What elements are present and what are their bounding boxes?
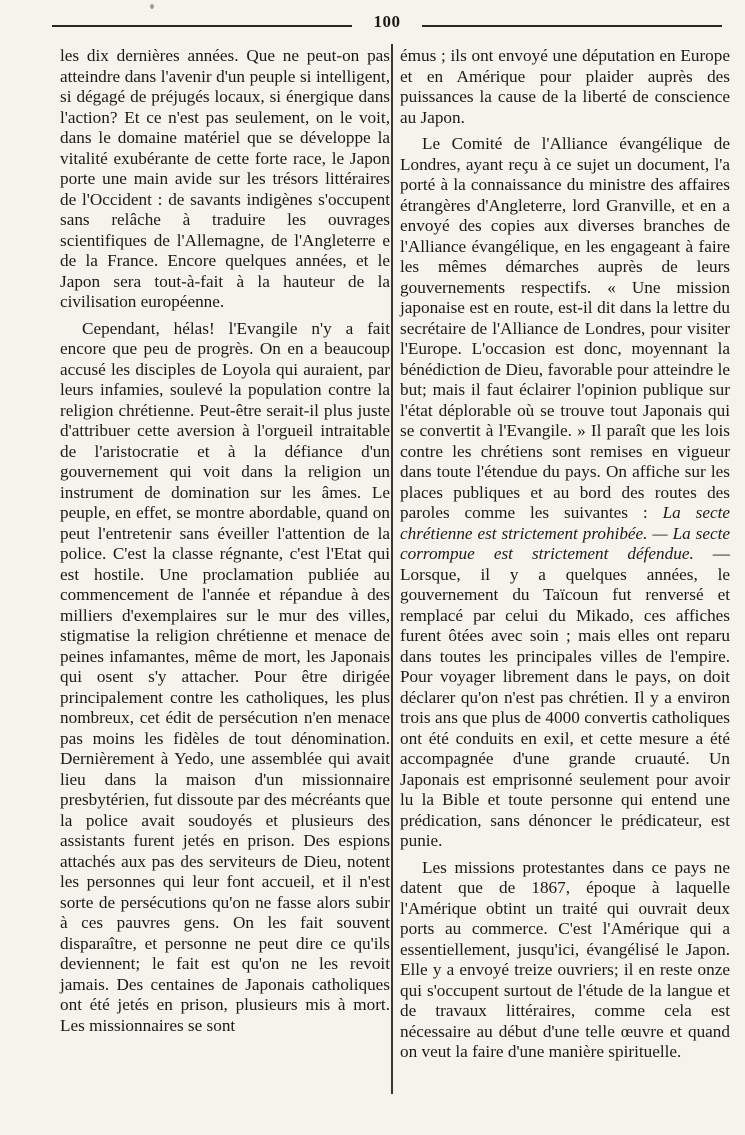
page-number: 100 (373, 12, 401, 31)
right-paragraph-2-text-b: — Lorsque, il y a quelques années, le gouvernement du Taïcoun fut renversé et remplacé par celui du Mikado, ces affiches furent ôtées avec soin ; mais elles ont reparu dans toutes les principales villes de l'empire. Pour voyager librement dans le pays, on doit déclarer qu'on n'est pas chrétien. Il y a environ trois ans que plus de 4000 convertis catholiques ont été conduits en exil, et cette mesure a été accompagnée d'une grande cruauté. Un Japonais est emprisonné seulement pour avoir lu la Bible et toute personne qui entend une prédication, sans dénoncer le prédicateur, est punie. (400, 544, 730, 850)
paper-speck (150, 4, 154, 9)
prohibition-quote: La secte chrétienne est strictement prohibée. — La secte corrompue est strictement défendue. (400, 503, 730, 563)
right-paragraph-3: Les missions protestantes dans ce pays ne datent que de 1867, époque à laquelle l'Amérique obtint un traité qui ouvrait deux ports au commerce. C'est l'Amérique qui a essentiellement, jusqu'ici, évangélisé le Japon. Elle y a envoyé treize ouvriers; il en reste onze qui s'occupent surtout de l'étude de la langue et de travaux littéraires, comme cela est nécessaire au début d'une telle œuvre et quand on veut la faire d'une manière spirituelle. (400, 857, 730, 1061)
header-rule-left (52, 25, 352, 27)
page-header (52, 12, 722, 34)
left-column (60, 46, 390, 1042)
column-divider (391, 44, 393, 1094)
right-column (400, 46, 730, 1069)
header-rule-right (422, 25, 722, 27)
right-paragraph-2 (400, 134, 730, 852)
right-paragraph-1: émus ; ils ont envoyé une députation en Europe et en Amérique pour plaider auprès des puissances la cause de la liberté de conscience au Japon. (400, 46, 730, 127)
left-paragraph-1: les dix dernières années. Que ne peut-on pas atteindre dans l'avenir d'un peuple si intelligent, si dégagé de préjugés locaux, si énergique dans l'action? Et ce n'est pas seulement, on le voit, dans le domaine matériel que se développe la vitalité exubérante de cette forte race, le Japon porte une main avide sur les trésors littéraires de l'Occident : de savants indigènes s'occupent sans relâche à traduire les ouvrages scientifiques de l'Allemagne, de l'Angleterre e de la France. Encore quelques années, et le Japon sera tout-à-fait à la hauteur de la civilisation européenne. (60, 46, 390, 311)
left-paragraph-2: Cependant, hélas! l'Evangile n'y a fait encore que peu de progrès. On en a beaucoup accusé les disciples de Loyola qui auraient, par leurs infamies, soulevé la population contre la religion chrétienne. Peut-être serait-il plus juste d'attribuer cette aversion à l'orgueil intraitable de l'aristocratie et à la défiance d'un gouvernement qui voit dans la religion un instrument de domination sur les âmes. Le peuple, en effet, se montre abordable, quand on peut l'entretenir sans éveiller l'attention de la police. C'est la classe régnante, c'est l'Etat qui est hostile. Une proclamation publiée au commencement de l'année et répandue à des milliers d'exemplaires sur le mur des villes, stigmatise la religion chrétienne et menace de peines infamantes, même de mort, les Japonais qui osent s'y attacher. Pour être dirigée principalement contre les catholiques, les plus nombreux, cet édit de persécution n'en menace pas moins les fidèles de tout dénomination. Dernièrement à Yedo, une assemblée qui avait lieu dans la maison d'un missionnaire presbytérien, fut dissoute par des mécréants que la police avait soudoyés et plusieurs des assistants furent jetés en prison. Des espions attachés aux pas des serviteurs de Dieu, notent les personnes qui leur font accueil, et il n'est sorte de persécutions qu'on ne fasse alors subir à ces pauvres gens. On les fait souvent disparaître, et personne ne peut dire ce qu'ils deviennent; le fait est qu'on ne les revoit jamais. Des centaines de Japonais catholiques ont été jetés en prison, plusieurs mis à mort. Les missionnaires se sont (60, 318, 390, 1035)
right-paragraph-2-text-a: Le Comité de l'Alliance évangélique de Londres, ayant reçu à ce sujet un document, l'a porté à la connaissance du ministre des affaires étrangères d'Angleterre, lord Granville, et en a envoyé des copies aux diverses branches de l'Alliance évangélique, en les engageant à faire les mêmes démarches auprès de leurs gouvernements respectifs. « Une mission japonaise est en route, est-il dit dans la lettre du secrétaire de l'Alliance de Londres, pour visiter l'Europe. L'occasion est donc, moyennant la bénédiction de Dieu, favorable pour atteindre le but; mais il faut éclairer l'opinion publique sur l'état déplorable où se trouve tout Japonais qui se convertit à l'Evangile. » Il paraît que les lois contre les chrétiens sont remises en vigueur dans toute l'étendue du pays. On affiche sur les places publiques et au bord des routes des paroles comme les suivantes : (400, 134, 730, 522)
